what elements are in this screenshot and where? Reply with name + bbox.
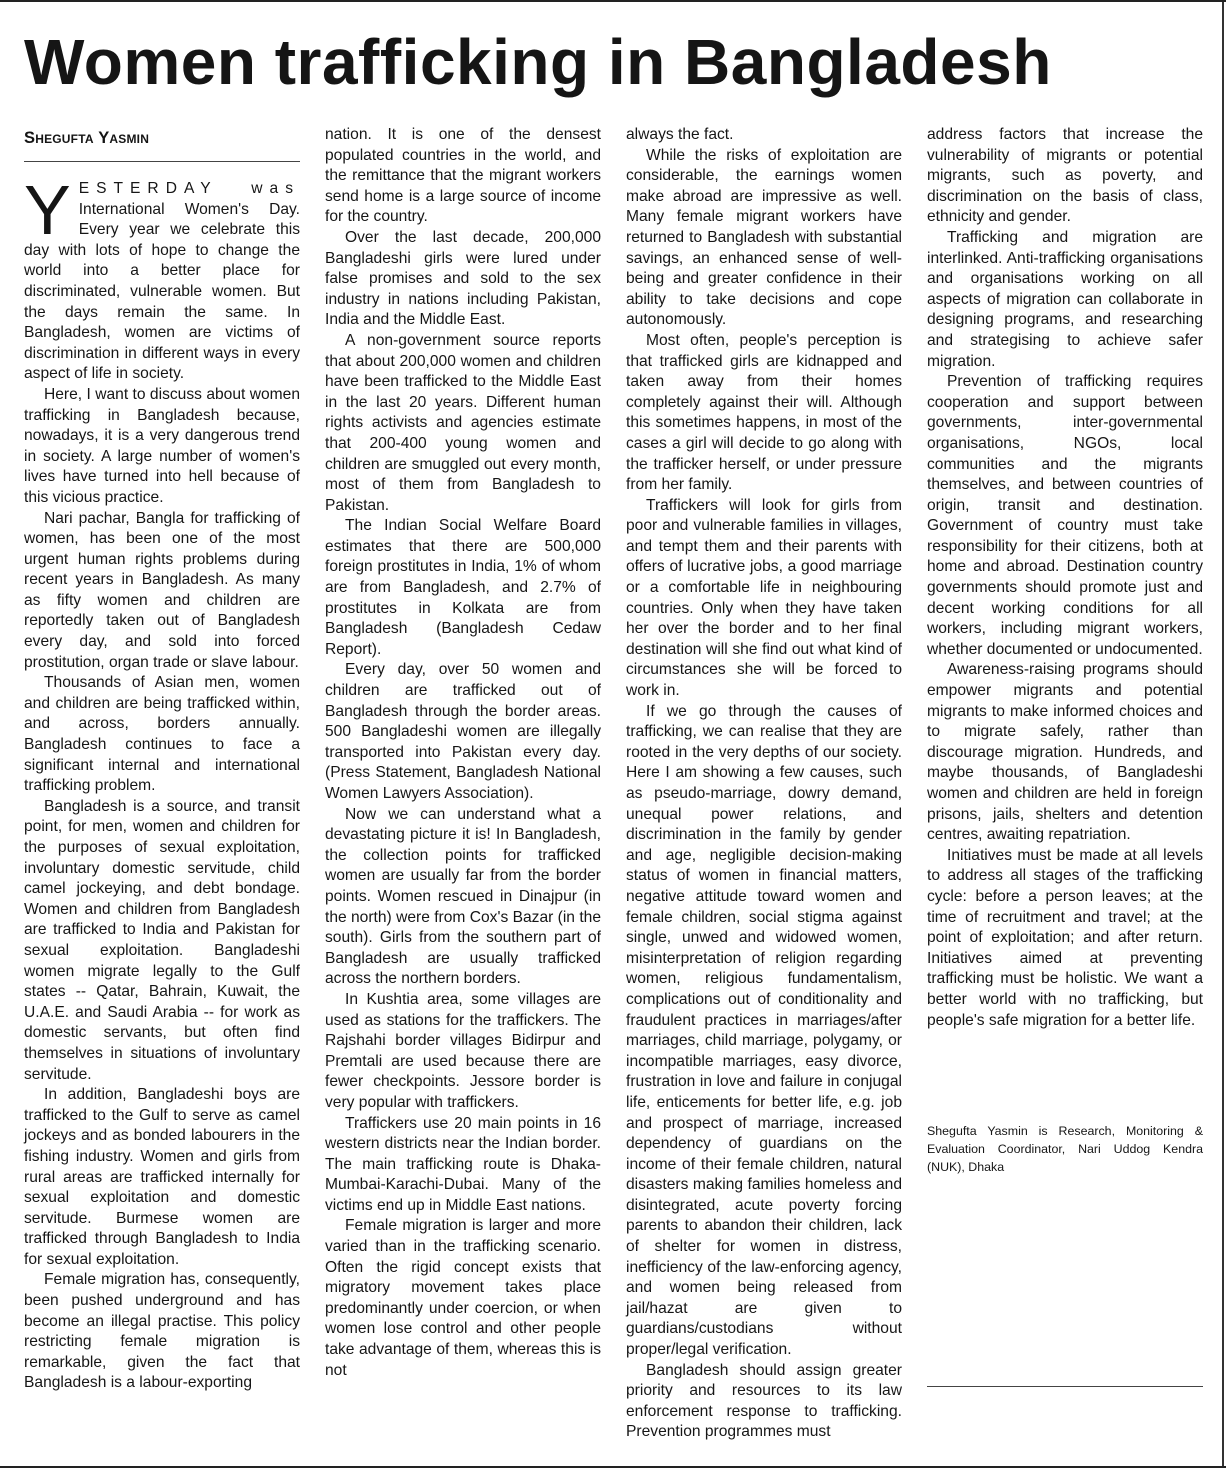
dropcap: Y	[24, 171, 71, 249]
article-column-1	[24, 171, 300, 1394]
paragraph: The Indian Social Welfare Board estimates that there are 500,000 foreign prostitutes in India, 1% of whom are from Bangladesh, and 2.7% of prostitutes in Kolkata are from Bangladesh (Bangladesh Cedaw Report).	[325, 517, 601, 658]
author-bio: Shegufta Yasmin is Research, Monitoring & Evaluation Coordinator, Nari Uddog Kendra (NUK), Dhaka	[927, 1124, 1203, 1174]
paragraph-continuation: address factors that increase the vulnerability of migrants or potential migrants, such as poverty, and discrimination on the basis of class, ethnicity and gender.	[927, 126, 1203, 226]
paragraph: Initiatives must be made at all levels to address all stages of the trafficking cycle: before a person leaves; at the time of recruitment and travel; at the point of exploitation; and after return. Initiatives aimed at preventing trafficking must be holistic. We want a better world with no trafficking, but people's safe migration for a better life.	[927, 846, 1203, 1029]
lead-word: ESTERDAY was	[78, 180, 300, 197]
paragraph: Most often, people's perception is that trafficked girls are kidnapped and taken away from their homes completely against their will. Although this sometimes happens, in most of the cases a girl will decide to go along with the trafficker herself, or under pressure from her family.	[626, 331, 902, 494]
paragraph-continuation: nation. It is one of the densest populated countries in the world, and the remittance that the migrant workers send home is a large source of income for the country.	[325, 126, 601, 226]
paragraph: Traffickers use 20 main points in 16 western districts near the Indian border. The main trafficking route is Dhaka-Mumbai-Karachi-Dubai. Many of the victims end up in Middle East nations.	[325, 1114, 601, 1214]
right-edge-rule	[1222, 2, 1224, 1466]
paragraph: Over the last decade, 200,000 Bangladeshi girls were lured under false promises and sold to the sex industry in nations including Pakistan, India and the Middle East.	[325, 228, 601, 329]
paragraph: Prevention of trafficking requires cooperation and support between governments, inter-governmental organisations, NGOs, local communities and the migrants themselves, and between countries of origin, transit and destination. Government of country must take responsibility for their citizens, both at home and abroad. Destination country governments should promote just and decent working conditions for all workers, including migrant workers, whether documented or undocumented.	[927, 373, 1203, 658]
article-column-2	[325, 125, 601, 1381]
paragraph: Traffickers will look for girls from poor and vulnerable families in villages, and tempt them and their parents with offers of lucrative jobs, a good marriage or a comfortable life in neighbouring countries. Only when they have taken her over the border and to her final destination will she find out what kind of circumstances she will be forced to work in.	[626, 496, 902, 700]
top-rule	[0, 0, 1226, 2]
bio-rule	[927, 1386, 1203, 1387]
paragraph: Here, I want to discuss about women trafficking in Bangladesh because, nowadays, it is a very dangerous trend in society. A large number of women's lives have turned into hell because of this vicious practice.	[24, 385, 300, 506]
paragraph: Female migration is larger and more varied than in the trafficking scenario. Often the rigid concept exists that migratory movement takes place predominantly under coercion, or when women lose control and other people take advantage of them, whereas this is not	[325, 1217, 601, 1379]
paragraph-text: International Women's Day. Every year we celebrate this day with lots of hope to change the world into a better place for discriminated, vulnerable women. But the days remain the same. In Bangladesh, women are victims of discrimination in different ways in every aspect of life in society.	[24, 200, 300, 383]
paragraph: In addition, Bangladeshi boys are trafficked to the Gulf to serve as camel jockeys and as bonded labourers in the fishing industry. Women and girls from rural areas are trafficked internally for sexual exploitation and domestic servitude. Burmese women are trafficked through Bangladesh to India for sexual exploitation.	[24, 1086, 300, 1268]
paragraph: Trafficking and migration are interlinked. Anti-trafficking organisations and organisations working on all aspects of migration can collaborate in designing programs, and researching and strategising to achieve safer migration.	[927, 228, 1203, 370]
byline: Shegufta Yasmin	[24, 129, 150, 147]
paragraph: While the risks of exploitation are considerable, the earnings women make abroad are impressive as well. Many female migrant workers have returned to Bangladesh with substantial savings, an enhanced sense of well-being and greater confidence in their ability to take decisions and cope autonomously.	[626, 146, 902, 329]
article-column-3	[626, 125, 902, 1443]
byline-rule	[24, 161, 300, 162]
paragraph: A non-government source reports that about 200,000 women and children have been trafficked to the Middle East in the last 20 years. Different human rights activists and agencies estimate that 200-400 young women and children are smuggled out every month, most of them from Bangladesh to Pakistan.	[325, 331, 601, 514]
paragraph: If we go through the causes of trafficking, we can realise that they are rooted in the very depths of our society. Here I am showing a few causes, such as pseudo-marriage, dowry demand, unequal power relations, and discrimination in the family by gender and age, negligible decision-making status of women in financial matters, negative attitude toward women and female children, social stigma against single, unwed and widowed women, misinterpretation of religion regarding women, religious fundamentalism, complications out of conditionality and fraudulent practices in marriages/after marriages, child marriage, polygamy, or incompatible marriages, easy divorce, frustration in love and failure in conjugal life, enticements for better life, e.g. job and prospect of marriage, increased dependency of guardians on the income of their female children, natural disasters making families homeless and disintegrated, acute poverty forcing parents to abandon their children, lack of shelter for women in distress, inefficiency of the law-enforcing agency, and women being released from jail/hazat are given to guardians/custodians without proper/legal verification.	[626, 702, 902, 1359]
paragraph: Bangladesh should assign greater priority and resources to its law enforcement response to trafficking. Prevention programmes must	[626, 1361, 902, 1441]
article-column-4	[927, 125, 1203, 1031]
paragraph: Every day, over 50 women and children are trafficked out of Bangladesh through the border areas. 500 Bangladeshi women are illegally transported into Pakistan every day. (Press Statement, Bangladesh National Women Lawyers Association).	[325, 661, 601, 802]
paragraph: Awareness-raising programs should empower migrants and potential migrants to make informed choices and to migrate safely, rather than discourage migration. Hundreds, and maybe thousands, of Bangladeshi women and children are held in foreign prisons, jails, shelters and detention centres, awaiting repatriation.	[927, 661, 1203, 844]
paragraph: Nari pachar, Bangla for trafficking of women, has been one of the most urgent human rights problems during recent years in Bangladesh. As many as fifty women and children are reportedly taken out of Bangladesh every day, and sold into forced prostitution, organ trade or slave labour.	[24, 509, 300, 671]
paragraph: Bangladesh is a source, and transit point, for men, women and children for the purposes of sexual exploitation, involuntary domestic servitude, child camel jockeying, and debt bondage. Women and children from Bangladesh are trafficked to India and Pakistan for sexual exploitation. Bangladeshi women migrate legally to the Gulf states -- Qatar, Bahrain, Kuwait, the U.A.E. and Saudi Arabia -- for work as domestic servants, but often find themselves in situations of involuntary servitude.	[24, 797, 300, 1083]
paragraph: Female migration has, consequently, been pushed underground and has become an illegal practise. This policy restricting female migration is remarkable, given the fact that Bangladesh is a labour-exporting	[24, 1271, 300, 1392]
bottom-rule	[0, 1466, 1226, 1468]
paragraph-continuation: always the fact.	[626, 126, 734, 143]
paragraph: Thousands of Asian men, women and children are being trafficked within, and across, borders annually. Bangladesh continues to face a significant internal and international trafficking problem.	[24, 674, 300, 795]
headline: Women trafficking in Bangladesh	[24, 26, 1052, 98]
lead-paragraph	[24, 171, 300, 385]
paragraph: In Kushtia area, some villages are used as stations for the traffickers. The Rajshahi border villages Bidirpur and Premtali are used because there are fewer checkpoints. Jessore border is very popular with traffickers.	[325, 990, 601, 1111]
paragraph: Now we can understand what a devastating picture it is! In Bangladesh, the collection points for trafficked women are usually far from the border points. Women rescued in Dinajpur (in the north) were from Cox's Bazar (in the south). Girls from the southern part of Bangladesh are usually trafficked across the northern borders.	[325, 805, 601, 988]
